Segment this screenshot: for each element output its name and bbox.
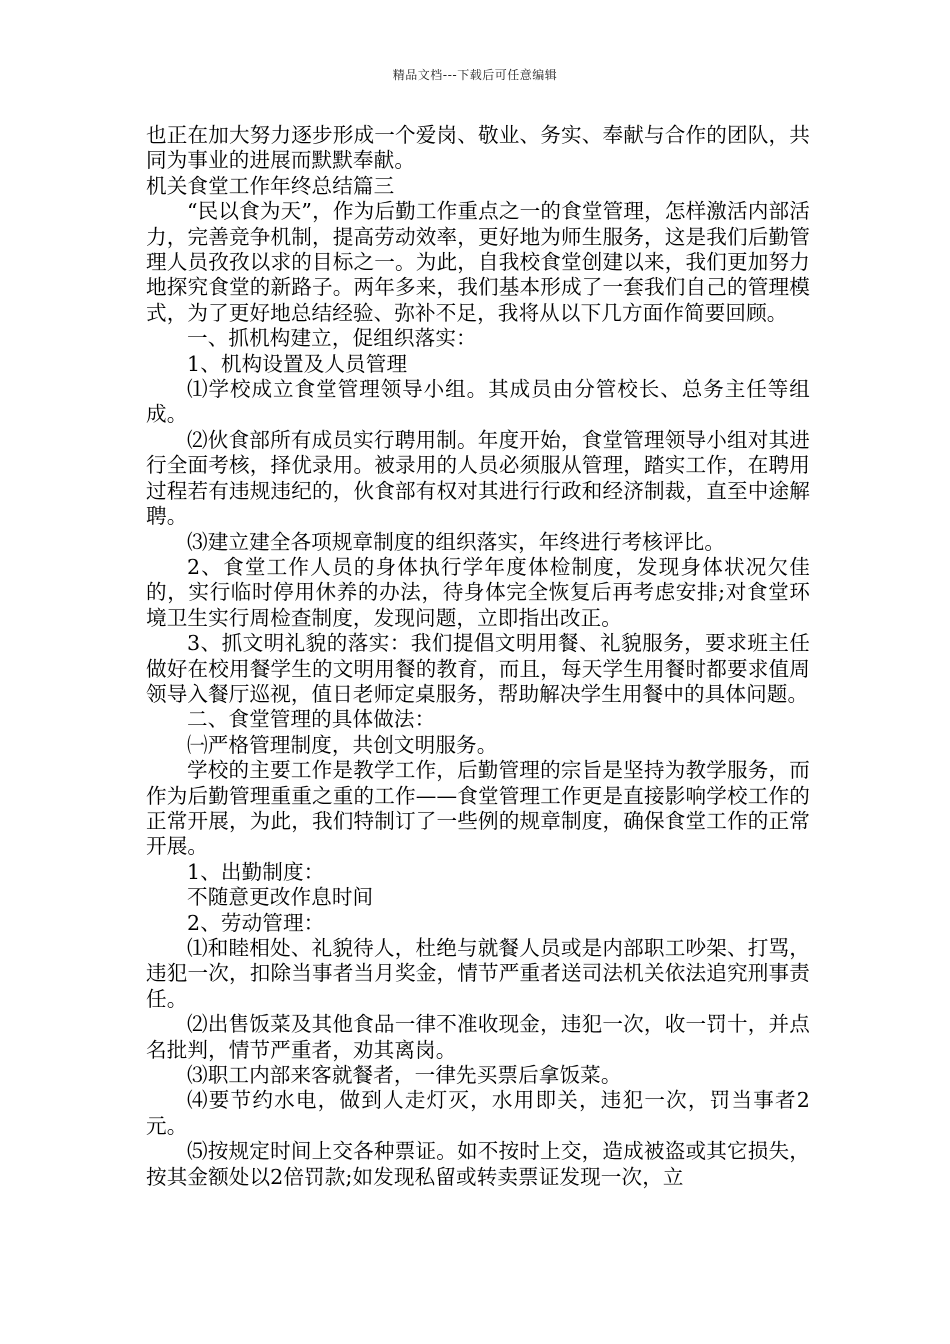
paragraph: ⑵伙食部所有成员实行聘用制。年度开始，食堂管理领导小组对其进行全面考核，择优录用。被录用的人员必须服从管理，踏实工作，在聘用过程若有违规违纪的，伙食部有权对其进行行政和经济制裁，直至中途解聘。 xyxy=(146,427,810,529)
paragraph: 学校的主要工作是教学工作，后勤管理的宗旨是坚持为教学服务，而作为后勤管理重重之重的工作——食堂管理工作更是直接影响学校工作的正常开展，为此，我们特制订了一些例的规章制度，确保食堂工作的正常开展。 xyxy=(146,758,810,859)
paragraph: ⑴学校成立食堂管理领导小组。其成员由分管校长、总务主任等组成。 xyxy=(146,377,810,427)
paragraph: ⑶职工内部来客就餐者，一律先买票后拿饭菜。 xyxy=(187,1063,622,1088)
paragraph: 也正在加大努力逐步形成一个爱岗、敬业、务实、奉献与合作的团队，共同为事业的进展而默默奉献。 xyxy=(146,123,810,173)
paragraph: 2、劳动管理： xyxy=(187,910,325,935)
paragraph: ㈠严格管理制度，共创文明服务。 xyxy=(187,732,498,757)
paragraph: 2、食堂工作人员的身体执行学年度体检制度，发现身体状况欠佳的，实行临时停用休养的办法，待身体完全恢复后再考虑安排;对食堂环境卫生实行周检查制度，发现问题，立即指出改正。 xyxy=(146,554,810,630)
paragraph: 3、抓文明礼貌的落实：我们提倡文明用餐、礼貌服务，要求班主任做好在校用餐学生的文明用餐的教育，而且，每天学生用餐时都要求值周领导入餐厅巡视，值日老师定桌服务，帮助解决学生用餐中的具体问题。 xyxy=(146,631,810,706)
paragraph: 二、食堂管理的具体做法： xyxy=(187,707,436,732)
paragraph: ⑴和睦相处、礼貌待人，杜绝与就餐人员或是内部职工吵架、打骂，违犯一次，扣除当事者当月奖金，情节严重者送司法机关依法追究刑事责任。 xyxy=(146,936,810,1011)
paragraph: 1、出勤制度： xyxy=(187,859,325,884)
page-header: 精品文档---下载后可任意编辑 xyxy=(392,68,558,82)
paragraph: “民以食为天”，作为后勤工作重点之一的食堂管理，怎样激活内部活力，完善竞争机制，提高劳动效率，更好地为师生服务，这是我们后勤管理人员孜孜以求的目标之一。为此，自我校食堂创建以来，我们更加努力地探究食堂的新路子。两年多来，我们基本形成了一套我们自己的管理模式，为了更好地总结经验、弥补不足，我将从以下几方面作简要回顾。 xyxy=(146,199,810,325)
paragraph: ⑷要节约水电，做到人走灯灭，水用即关，违犯一次，罚当事者2元。 xyxy=(146,1088,810,1138)
paragraph: ⑵出售饭菜及其他食品一律不准收现金，违犯一次，收一罚十，并点名批判，情节严重者，劝其离岗。 xyxy=(146,1012,810,1062)
paragraph: ⑶建立建全各项规章制度的组织落实，年终进行考核评比。 xyxy=(187,529,726,554)
paragraph: 一、抓机构建立，促组织落实： xyxy=(187,326,477,351)
paragraph: 机关食堂工作年终总结篇三 xyxy=(146,173,395,198)
document-body xyxy=(146,123,810,1190)
paragraph: 不随意更改作息时间 xyxy=(187,885,374,910)
paragraph: 1、机构设置及人员管理 xyxy=(187,351,408,376)
paragraph: ⑸按规定时间上交各种票证。如不按时上交，造成被盗或其它损失，按其金额处以2倍罚款;如发现私留或转卖票证发现一次，立 xyxy=(146,1139,810,1189)
